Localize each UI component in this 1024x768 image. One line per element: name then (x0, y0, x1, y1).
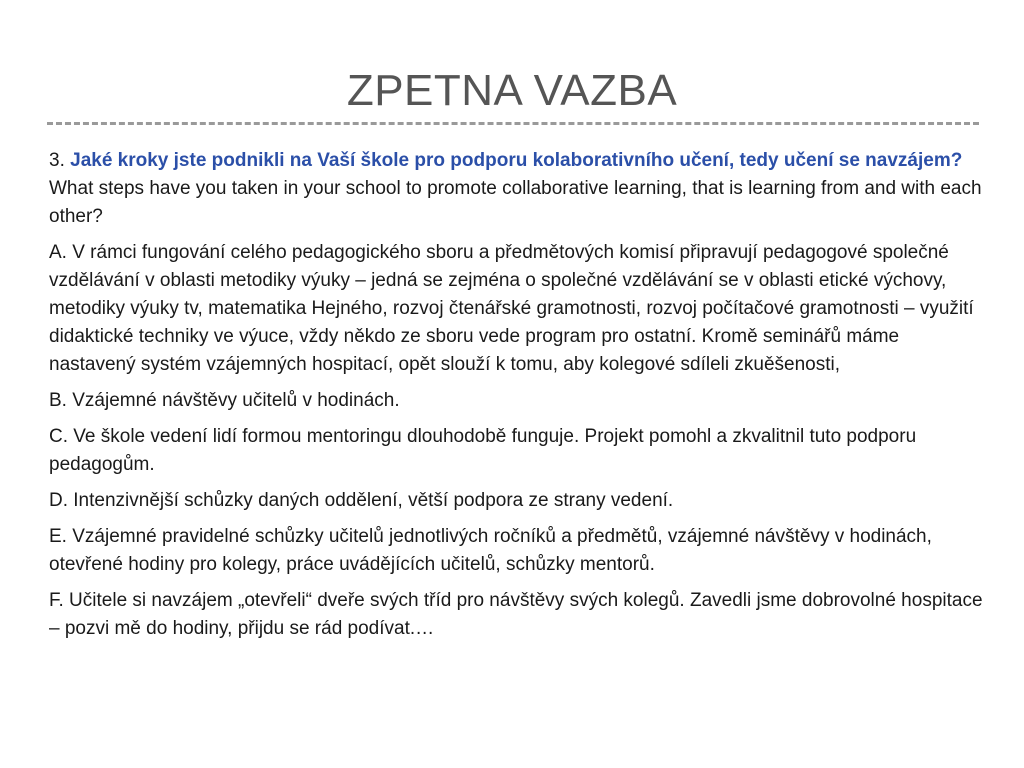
answer-e: E. Vzájemné pravidelné schůzky učitelů jednotlivých ročníků a předmětů, vzájemné návštěvy v hodinách, otevřené hodiny pro kolegy, práce uvádějících učitelů, schůzky mentorů. (49, 526, 932, 575)
answer-a: A. V rámci fungování celého pedagogického sboru a předmětových komisí připravují pedagogové společné vzdělávání v oblasti metodiky výuky – jedná se zejména o společné vzdělávání se v oblasti etické výchovy, metodiky výuky tv, matematika Hejného, rozvoj čtenářské gramotnosti, rozvoj počítačové gramotnosti – využití didaktické techniky ve výuce, vždy někdo ze sboru vede program pro ostatní. Kromě seminářů máme nastavený systém vzájemných hospitací, opět slouží k tomu, aby kolegové sdíleli zkuěšenosti, (49, 242, 974, 375)
question-czech: Jaké kroky jste podnikli na Vaší škole pro podporu kolaborativního učení, tedy učení se navzájem? (70, 150, 963, 171)
slide-content (49, 147, 984, 651)
question-paragraph (49, 147, 984, 231)
question-english: What steps have you taken in your school to promote collaborative learning, that is learning from and with each other? (49, 178, 982, 227)
answer-d: D. Intenzivnější schůzky daných oddělení, větší podpora ze strany vedení. (49, 490, 674, 511)
answer-b: B. Vzájemné návštěvy učitelů v hodinách. (49, 390, 400, 411)
slide-title: ZPETNA VAZBA (346, 66, 678, 115)
answer-f: F. Učitele si navzájem „otevřeli“ dveře svých tříd pro návštěvy svých kolegů. Zavedli jsme dobrovolné hospitace – pozvi mě do hodiny, přijdu se rád podívat.… (49, 590, 983, 639)
answer-c: C. Ve škole vedení lidí formou mentoringu dlouhodobě funguje. Projekt pomohl a zkvalitnil tuto podporu pedagogům. (49, 426, 917, 475)
question-number: 3. (49, 150, 71, 171)
title-divider (47, 122, 979, 125)
